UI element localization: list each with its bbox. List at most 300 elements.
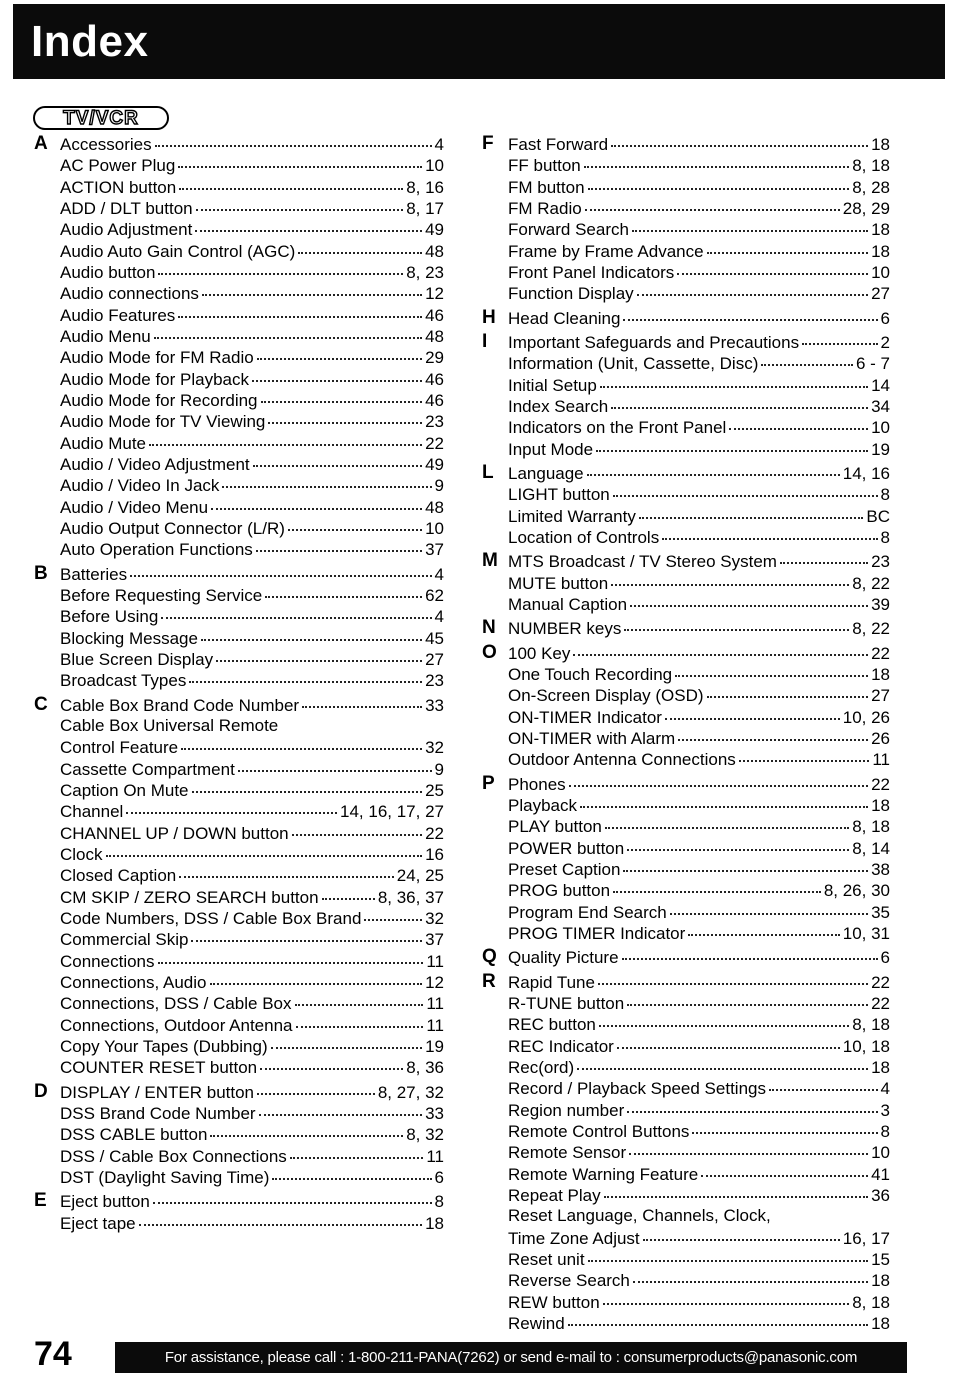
index-page-ref: 46	[425, 391, 444, 411]
section-letter: E	[34, 1190, 47, 1212]
index-page-ref: 33	[425, 695, 444, 715]
index-term: Record / Playback Speed Settings	[508, 1079, 766, 1099]
index-page-ref: 4	[434, 135, 444, 155]
dot-leader	[632, 214, 868, 232]
index-term: Audio Mode for Playback	[60, 369, 249, 389]
index-term: Code Numbers, DSS / Cable Box Brand	[60, 908, 362, 928]
index-term: PROG button	[508, 881, 611, 901]
index-page-ref: 14	[871, 375, 890, 395]
section-letter: N	[482, 617, 496, 639]
index-term: FM button	[508, 177, 585, 197]
index-term: Cable Box Universal Remote	[60, 716, 279, 736]
dot-leader	[569, 769, 868, 787]
dot-leader	[780, 546, 868, 564]
index-page-ref: 11	[426, 1146, 444, 1166]
section-letter: H	[482, 306, 496, 328]
index-page-ref: 27	[871, 686, 890, 706]
index-page-ref: 24, 25	[396, 866, 444, 886]
index-term: Audio connections	[60, 284, 199, 304]
index-term: PROG TIMER Indicator	[508, 923, 686, 943]
dot-leader	[627, 833, 849, 851]
index-term: Control Feature	[60, 738, 179, 758]
index-page-ref: 48	[425, 497, 444, 517]
index-term: Closed Caption	[60, 866, 177, 886]
index-page-ref: 11	[426, 994, 444, 1014]
dot-leader	[627, 988, 868, 1006]
dot-leader	[622, 942, 878, 960]
index-page-ref: 14, 16	[842, 464, 890, 484]
index-page-ref: 4	[434, 607, 444, 627]
index-page-ref: 35	[871, 902, 890, 922]
index-page-ref: 18	[871, 220, 890, 240]
index-term: Language	[508, 464, 584, 484]
index-term: Commercial Skip	[60, 930, 189, 950]
index-term: Before Requesting Service	[60, 586, 263, 606]
index-entry	[482, 282, 890, 303]
index-page-ref: 22	[871, 972, 890, 992]
dot-leader	[605, 811, 849, 829]
dot-leader	[624, 613, 849, 631]
index-term: Remote Control Buttons	[508, 1121, 690, 1141]
index-page-ref: 3	[880, 1100, 890, 1120]
index-page-ref: 10	[871, 418, 890, 438]
index-page-ref: 23	[871, 552, 890, 572]
index-entry	[34, 1166, 444, 1187]
index-page-ref: 25	[425, 781, 444, 800]
dot-leader	[178, 150, 422, 168]
dot-leader	[192, 775, 423, 793]
dot-leader	[587, 458, 840, 476]
dot-leader	[688, 918, 839, 936]
index-term: Head Cleaning	[508, 308, 621, 328]
dot-leader	[268, 406, 422, 424]
index-page-ref: 8, 32	[406, 1125, 444, 1145]
index-page-ref: 18	[871, 135, 890, 155]
dot-leader	[195, 214, 422, 232]
index-term: Connections, Outdoor Antenna	[60, 1015, 293, 1035]
index-term: PLAY button	[508, 817, 602, 837]
index-term: Location of Controls	[508, 528, 660, 548]
index-term: Connections, DSS / Cable Box	[60, 994, 292, 1014]
index-term: Audio Menu	[60, 327, 151, 347]
dot-leader	[729, 412, 868, 430]
dot-leader	[637, 278, 868, 296]
index-entry	[34, 1211, 444, 1232]
index-term: Audio / Video Adjustment	[60, 455, 250, 475]
index-term: Audio button	[60, 263, 156, 283]
index-page-ref: 8, 36, 37	[377, 887, 444, 907]
dot-leader	[257, 342, 422, 360]
index-entry	[482, 438, 890, 459]
index-term: Input Mode	[508, 439, 594, 459]
index-term: AC Power Plug	[60, 156, 176, 176]
index-page-ref: 18	[425, 1213, 444, 1233]
section-letter: R	[482, 970, 496, 992]
index-term: Repeat Play	[508, 1185, 601, 1205]
index-term: Auto Operation Functions	[60, 540, 253, 560]
dot-leader	[196, 193, 404, 211]
index-term: Important Safeguards and Precautions	[508, 333, 800, 353]
dot-leader	[181, 732, 422, 750]
index-term: DSS Brand Code Number	[60, 1103, 256, 1123]
dot-leader	[643, 1223, 840, 1241]
section-letter: A	[34, 133, 48, 155]
index-page-ref: 18	[871, 1057, 890, 1077]
page-title: Index	[31, 17, 149, 66]
index-column-left	[34, 133, 444, 1233]
dot-leader	[588, 172, 850, 190]
index-term: Audio Output Connector (L/R)	[60, 519, 285, 539]
index-page-ref: 10	[425, 156, 444, 176]
index-term: MTS Broadcast / TV Stereo System	[508, 552, 777, 572]
index-term: Preset Caption	[508, 859, 621, 879]
index-page-ref: 11	[426, 1015, 444, 1035]
dot-leader	[238, 754, 432, 772]
dot-leader	[701, 1159, 868, 1177]
index-page-ref: 46	[425, 369, 444, 389]
index-page-ref: 28, 29	[842, 199, 890, 219]
dot-leader	[158, 257, 403, 275]
index-term: Accessories	[60, 135, 152, 155]
index-page-ref: 10	[871, 1143, 890, 1163]
index-page-ref: 37	[425, 930, 444, 950]
dot-leader	[178, 300, 422, 318]
index-page-ref: 8, 28	[852, 177, 890, 197]
section-letter: M	[482, 550, 498, 572]
index-page-ref: 27	[425, 650, 444, 670]
index-page-ref: 8, 23	[406, 263, 444, 283]
section-letter: B	[34, 562, 48, 584]
tv-vcr-badge-label: TV/VCR	[63, 107, 139, 129]
dot-leader	[189, 665, 422, 683]
index-term: Audio / Video In Jack	[60, 476, 220, 496]
page-number: 74	[34, 1335, 72, 1373]
index-page-ref: 33	[425, 1103, 444, 1123]
dot-leader	[604, 1180, 868, 1198]
index-page-ref: 2	[880, 333, 890, 353]
index-term: On-Screen Display (OSD)	[508, 686, 704, 706]
index-term: ON-TIMER Indicator	[508, 707, 662, 727]
index-term: Audio Auto Gain Control (AGC)	[60, 241, 296, 261]
dot-leader	[678, 723, 868, 741]
index-page-ref: 11	[426, 951, 444, 971]
index-term: Region number	[508, 1100, 625, 1120]
index-term: Eject button	[60, 1192, 150, 1212]
index-term: Audio Mute	[60, 433, 146, 453]
index-page-ref: 18	[871, 241, 890, 261]
dot-leader	[613, 479, 878, 497]
page-header	[13, 4, 945, 79]
dot-leader	[179, 860, 393, 878]
index-term: ON-TIMER with Alarm	[508, 729, 676, 749]
section-letter: P	[482, 772, 495, 794]
index-page-ref: 18	[871, 1313, 890, 1333]
index-page-ref: 9	[434, 759, 444, 779]
index-page-ref: 8, 36	[406, 1058, 444, 1078]
index-page-ref: 8, 22	[852, 619, 890, 639]
index-term: DISPLAY / ENTER button	[60, 1082, 255, 1102]
assistance-text: For assistance, please call : 1-800-211-PANA(7262) or send e-mail to : consumerproducts@panasonic.com	[164, 1349, 858, 1366]
dot-leader	[677, 257, 868, 275]
index-entry	[34, 669, 444, 690]
dot-leader	[707, 236, 869, 254]
index-term: DSS / Cable Box Connections	[60, 1146, 287, 1166]
dot-leader	[802, 327, 877, 345]
index-term: Channel	[60, 802, 124, 822]
index-page-ref: 36	[871, 1185, 890, 1205]
index-page-ref: 34	[871, 397, 890, 417]
dot-leader	[761, 348, 853, 366]
index-term: Initial Setup	[508, 375, 597, 395]
index-term: Before Using	[60, 607, 159, 627]
index-entry	[482, 1312, 890, 1333]
index-page-ref: 19	[425, 1036, 444, 1056]
dot-leader	[295, 988, 424, 1006]
dot-leader	[191, 924, 422, 942]
index-page-ref: 22	[871, 993, 890, 1013]
dot-leader	[210, 1119, 403, 1137]
index-page-ref: 18	[871, 796, 890, 815]
index-entry	[482, 593, 890, 614]
index-term: Clock	[60, 844, 103, 864]
index-page-ref: 8, 27, 32	[377, 1082, 444, 1102]
index-page-ref: 12	[425, 972, 444, 992]
index-term: Indicators on the Front Panel	[508, 418, 727, 438]
dot-leader	[707, 680, 869, 698]
dot-leader	[265, 580, 422, 598]
index-entry	[482, 1184, 890, 1205]
index-entry	[482, 307, 890, 328]
dot-leader	[596, 434, 868, 452]
index-term: ACTION button	[60, 177, 177, 197]
dot-leader	[216, 644, 422, 662]
index-page-ref: 9	[434, 476, 444, 496]
dot-leader	[106, 839, 423, 857]
index-page-ref: 38	[871, 859, 890, 879]
index-term: MUTE button	[508, 573, 609, 593]
index-page-ref: 48	[425, 241, 444, 261]
index-term: DSS CABLE button	[60, 1125, 208, 1145]
index-page-ref: 8, 18	[852, 1292, 890, 1312]
dot-leader	[623, 303, 877, 321]
dot-leader	[253, 449, 422, 467]
dot-leader	[201, 623, 422, 641]
dot-leader	[222, 470, 431, 488]
index-page-ref: 23	[425, 412, 444, 432]
dot-leader	[584, 150, 849, 168]
index-page-ref: 27	[871, 284, 890, 304]
index-term: REW button	[508, 1292, 600, 1312]
index-term: Audio / Video Menu	[60, 497, 209, 517]
dot-leader	[271, 1031, 422, 1049]
dot-leader	[662, 522, 877, 540]
index-term: Frame by Frame Advance	[508, 241, 704, 261]
dot-leader	[573, 638, 868, 656]
index-page-ref: 6	[434, 1167, 444, 1187]
index-page-ref: 32	[425, 738, 444, 758]
section-letter: F	[482, 133, 494, 155]
index-page-ref: 10, 18	[842, 1036, 890, 1056]
dot-leader	[302, 690, 422, 708]
index-term: Rewind	[508, 1313, 565, 1333]
index-term: Index Search	[508, 397, 609, 417]
dot-leader	[577, 1052, 868, 1070]
index-page-ref: 6	[880, 948, 890, 968]
dot-leader	[155, 129, 432, 147]
dot-leader	[256, 534, 422, 552]
index-entry	[34, 1056, 444, 1077]
index-page-ref: 16, 17	[842, 1228, 890, 1248]
index-page-ref: 22	[871, 774, 890, 794]
index-term: FM Radio	[508, 199, 582, 219]
index-term: Batteries	[60, 564, 128, 584]
index-page-ref: 14, 16, 17, 27	[340, 802, 444, 822]
index-term: Broadcast Types	[60, 671, 187, 691]
dot-leader	[257, 1077, 375, 1095]
index-term: Information (Unit, Cassette, Disc)	[508, 354, 759, 374]
dot-leader	[153, 1186, 432, 1204]
dot-leader	[670, 897, 868, 915]
dot-leader	[202, 278, 422, 296]
index-page-ref: 22	[425, 823, 444, 843]
index-page-ref: 8, 17	[406, 199, 444, 219]
dot-leader	[585, 193, 840, 211]
dot-leader	[130, 559, 431, 577]
index-term: Caption On Mute	[60, 781, 189, 800]
section-letter: C	[34, 693, 48, 715]
index-page-ref: 48	[425, 327, 444, 347]
index-term: REC button	[508, 1015, 596, 1035]
index-term: REC Indicator	[508, 1036, 614, 1056]
dot-leader	[739, 744, 870, 762]
index-page-ref: 4	[434, 564, 444, 584]
index-term: Forward Search	[508, 220, 629, 240]
index-term: One Touch Recording	[508, 665, 673, 685]
index-page-ref: 26	[871, 729, 890, 749]
dot-leader	[158, 946, 424, 964]
index-page-ref: 22	[425, 433, 444, 453]
assistance-bar	[115, 1342, 907, 1373]
section-letter: Q	[482, 946, 497, 968]
index-term: Program End Search	[508, 902, 667, 922]
dot-leader	[639, 501, 864, 519]
index-term: Front Panel Indicators	[508, 263, 675, 283]
dot-leader	[210, 967, 423, 985]
index-term: Copy Your Tapes (Dubbing)	[60, 1036, 268, 1056]
index-page-ref: 41	[871, 1164, 890, 1184]
tv-vcr-badge	[33, 106, 169, 130]
section-letter: D	[34, 1080, 48, 1102]
index-term: COUNTER RESET button	[60, 1058, 258, 1078]
dot-leader	[298, 236, 422, 254]
section-letter: I	[482, 331, 488, 353]
index-term: Connections	[60, 951, 155, 971]
index-column-right	[482, 133, 890, 1333]
index-term: Phones	[508, 774, 566, 794]
index-term: Fast Forward	[508, 135, 609, 155]
dot-leader	[611, 129, 868, 147]
index-page-ref: 37	[425, 540, 444, 560]
dot-leader	[149, 428, 422, 446]
index-term: Limited Warranty	[508, 506, 636, 526]
index-term: Rec(ord)	[508, 1057, 575, 1077]
index-page-ref: 10, 31	[842, 923, 890, 943]
section-letter: L	[482, 462, 494, 484]
index-page-ref: 8	[880, 485, 890, 505]
index-term: Outdoor Antenna Connections	[508, 750, 736, 770]
dot-leader	[630, 589, 868, 607]
index-term: Eject tape	[60, 1213, 136, 1233]
index-page-ref: 8, 26, 30	[823, 881, 890, 901]
dot-leader	[611, 568, 849, 586]
dot-leader	[139, 1208, 422, 1226]
index-page-ref: 46	[425, 305, 444, 325]
index-page-ref: 62	[425, 586, 444, 606]
dot-leader	[629, 1137, 868, 1155]
index-page-ref: 8	[880, 528, 890, 548]
dot-leader	[179, 172, 403, 190]
index-term: CM SKIP / ZERO SEARCH button	[60, 887, 319, 907]
index-page-ref: 8, 18	[852, 817, 890, 837]
dot-leader	[588, 1244, 869, 1262]
index-page-ref: 32	[425, 908, 444, 928]
index-term: Reset Language, Channels, Clock,	[508, 1206, 771, 1226]
index-entry	[482, 946, 890, 967]
index-page-ref: 16	[425, 844, 444, 864]
dot-leader	[599, 1009, 849, 1027]
index-term: FF button	[508, 156, 581, 176]
dot-leader	[290, 1141, 424, 1159]
index-page-ref: 8, 16	[406, 177, 444, 197]
index-page-ref: 22	[871, 643, 890, 663]
index-term: Audio Mode for TV Viewing	[60, 412, 266, 432]
index-term: Function Display	[508, 284, 634, 304]
index-page-ref: 19	[871, 439, 890, 459]
index-page-ref: 8, 14	[852, 838, 890, 858]
index-page-ref: 8	[880, 1121, 890, 1141]
index-term: Manual Caption	[508, 595, 628, 615]
index-page-ref: 45	[425, 628, 444, 648]
dot-leader	[568, 1308, 868, 1326]
index-term: Quality Picture	[508, 948, 619, 968]
dot-leader	[161, 601, 431, 619]
index-term: Blue Screen Display	[60, 650, 214, 670]
index-term: R-TUNE button	[508, 993, 625, 1013]
index-term: DST (Daylight Saving Time)	[60, 1167, 270, 1187]
dot-leader	[613, 875, 821, 893]
index-entry	[482, 617, 890, 638]
index-page-ref: 6	[880, 308, 890, 328]
index-term: Audio Features	[60, 305, 176, 325]
index-page-ref: 29	[425, 348, 444, 368]
index-page-ref: 39	[871, 595, 890, 615]
index-page-ref: BC	[866, 506, 890, 526]
index-page-ref: 10, 26	[842, 707, 890, 727]
dot-leader	[272, 1162, 431, 1180]
index-term: Blocking Message	[60, 628, 198, 648]
index-entry	[482, 922, 890, 943]
dot-leader	[600, 370, 868, 388]
dot-leader	[260, 1052, 403, 1070]
dot-leader	[288, 513, 422, 531]
index-term: Time Zone Adjust	[508, 1228, 640, 1248]
index-page-ref: 8, 18	[852, 156, 890, 176]
index-term: Audio Mode for FM Radio	[60, 348, 254, 368]
index-page-ref: 49	[425, 220, 444, 240]
index-term: Reset unit	[508, 1249, 585, 1269]
index-page-ref: 18	[871, 665, 890, 685]
index-page-ref: 8	[434, 1192, 444, 1212]
